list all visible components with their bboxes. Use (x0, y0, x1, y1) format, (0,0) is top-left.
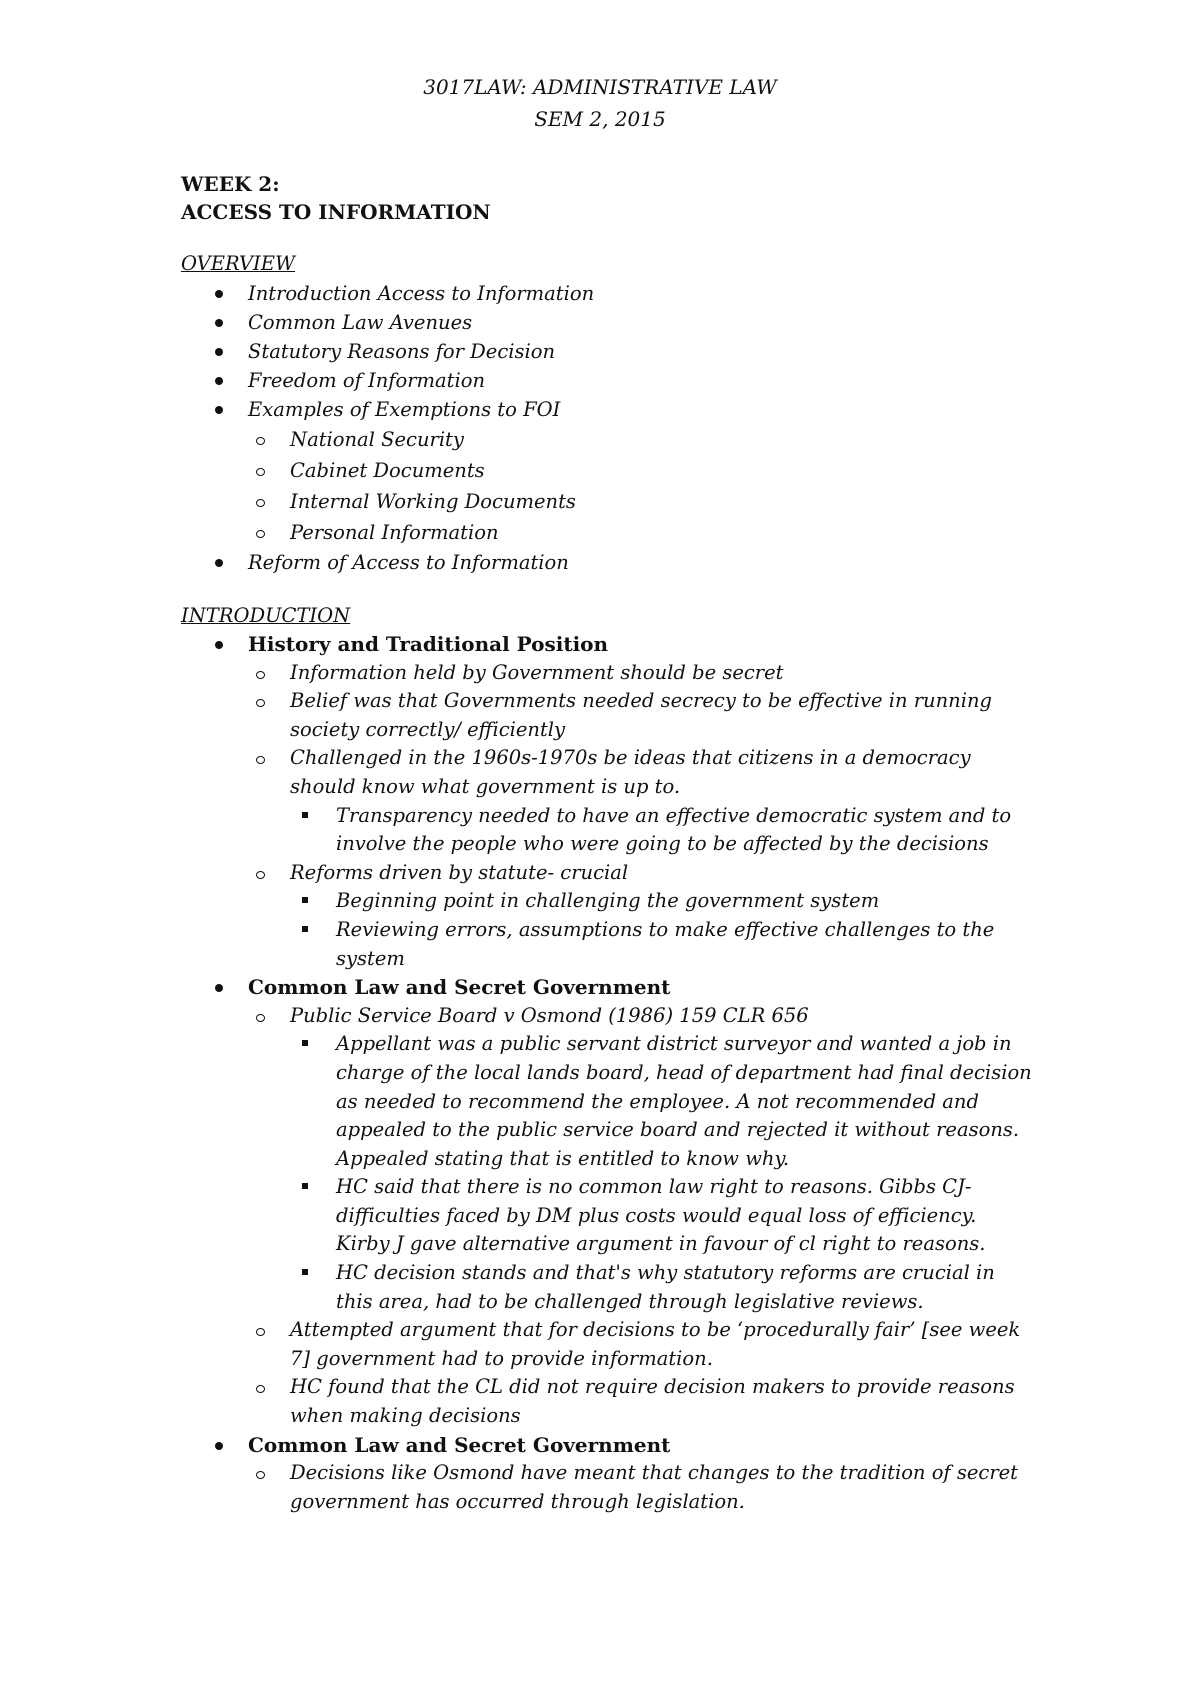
list-item: Decisions like Osmond have meant that changes to the tradition of secret government has occurred through legislation. (181, 1459, 1030, 1516)
list-item: Transparency needed to have an effective democratic system and to involve the people who were going to be affected by the decisions (181, 802, 1036, 859)
bullet-square-icon (302, 897, 308, 903)
bullet-circle-icon (256, 699, 265, 707)
list-item: Introduction Access to Information (181, 279, 1041, 308)
semester-label: SEM 2, 2015 (534, 107, 666, 131)
bullet-circle-icon (256, 437, 265, 445)
bullet-dot-icon (215, 377, 223, 385)
introduction-heading: INTRODUCTION (181, 604, 351, 627)
list-item: HC decision stands and that's why statutory reforms are crucial in this area, had to be challenged through legislative reviews. (181, 1259, 1036, 1316)
bullet-circle-icon (256, 499, 265, 507)
list-item: Examples of Exemptions to FOI (181, 395, 1041, 424)
bullet-square-icon (302, 1040, 308, 1046)
list-item: Public Service Board v Osmond (1986) 159 CLR 656 (181, 1002, 1030, 1031)
bullet-circle-icon (256, 871, 265, 879)
list-item: Internal Working Documents (181, 486, 1041, 517)
bullet-dot-icon (215, 348, 223, 356)
bullet-square-icon (302, 926, 308, 932)
bullet-circle-icon (256, 756, 265, 764)
list-item: Attempted argument that for decisions to be ‘procedurally fair’ [see week 7] government had to provide information. (181, 1316, 1030, 1373)
bullet-circle-icon (256, 468, 265, 476)
common-law-heading: Common Law and Secret Government (181, 973, 1061, 1002)
bullet-circle-icon (256, 1328, 265, 1336)
list-item: Belief was that Governments needed secrecy to be effective in running society correctly/ efficiently (181, 687, 1030, 744)
bullet-dot-icon (215, 641, 223, 649)
list-item: National Security (181, 424, 1041, 455)
bullet-circle-icon (256, 1014, 265, 1022)
list-item: Reviewing errors, assumptions to make effective challenges to the system (181, 916, 1036, 973)
bullet-dot-icon (215, 319, 223, 327)
list-item: HC found that the CL did not require decision makers to provide reasons when making decisions (181, 1373, 1030, 1430)
bullet-circle-icon (256, 1471, 265, 1479)
list-item: Freedom of Information (181, 366, 1041, 395)
bullet-dot-icon (215, 559, 223, 567)
list-item: Information held by Government should be secret (181, 659, 1030, 688)
list-item: Appellant was a public servant district surveyor and wanted a job in charge of the local lands board, head of department had final decision as needed to recommend the employee. A not recommended and appealed to the public service board and rejected it without reasons. Appealed stating that is entitled to know why. (181, 1030, 1036, 1173)
overview-heading: OVERVIEW (181, 252, 296, 275)
history-heading: History and Traditional Position (181, 630, 1061, 659)
bullet-circle-icon (256, 671, 265, 679)
bullet-dot-icon (215, 290, 223, 298)
bullet-square-icon (302, 1183, 308, 1189)
bullet-dot-icon (215, 984, 223, 992)
week-topic: ACCESS TO INFORMATION (181, 200, 491, 224)
bullet-dot-icon (215, 1442, 223, 1450)
week-heading (181, 170, 491, 226)
list-item: Statutory Reasons for Decision (181, 337, 1041, 366)
course-title: 3017LAW: ADMINISTRATIVE LAW (423, 75, 777, 99)
list-item: Reform of Access to Information (181, 548, 1041, 577)
bullet-square-icon (302, 1269, 308, 1275)
common-law-heading-2: Common Law and Secret Government (181, 1431, 1061, 1460)
bullet-dot-icon (215, 406, 223, 414)
week-number: WEEK 2: (181, 172, 280, 196)
introduction-content (181, 630, 1061, 1516)
list-item: HC said that there is no common law right to reasons. Gibbs CJ- difficulties faced by DM plus costs would equal loss of efficiency. Kirby J gave alternative argument in favour of cl right to reasons. (181, 1173, 1036, 1259)
list-item: Common Law Avenues (181, 308, 1041, 337)
list-item: Reforms driven by statute- crucial (181, 859, 1030, 888)
overview-list (181, 279, 1041, 577)
list-item: Cabinet Documents (181, 455, 1041, 486)
list-item: Beginning point in challenging the government system (181, 887, 1036, 916)
bullet-circle-icon (256, 1385, 265, 1393)
bullet-circle-icon (256, 530, 265, 538)
list-item: Personal Information (181, 517, 1041, 548)
bullet-square-icon (302, 812, 308, 818)
list-item: Challenged in the 1960s-1970s be ideas that citizens in a democracy should know what government is up to. (181, 744, 1030, 801)
